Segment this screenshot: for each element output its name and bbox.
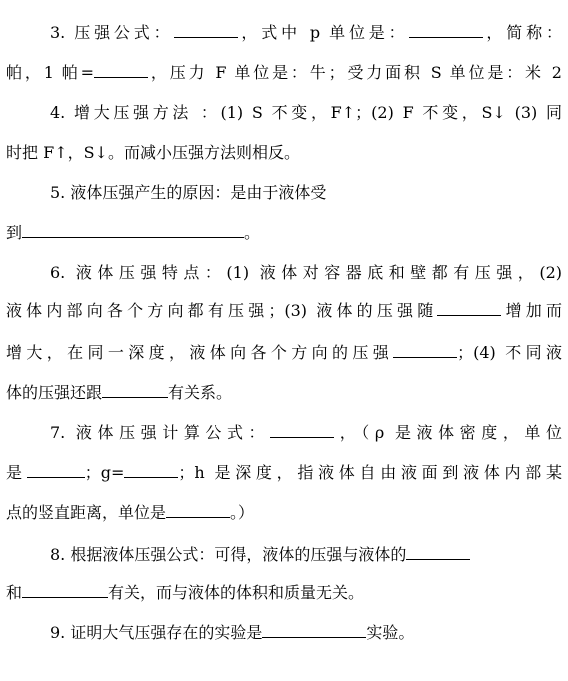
text-segment: ，（ρ 是液体密度，单位	[334, 423, 562, 442]
item-3-line-2	[6, 60, 562, 86]
text-segment: ，式中 p 单位是：	[237, 23, 409, 42]
answer-blank[interactable]	[262, 620, 366, 638]
answer-blank[interactable]	[124, 460, 178, 478]
item-4-line-1	[6, 100, 562, 126]
text-segment: 点的竖直距离，单位是	[6, 503, 167, 522]
text-segment: ；g=	[84, 463, 125, 482]
answer-blank[interactable]	[166, 500, 230, 518]
text-segment: ；(4) 不同液	[457, 343, 562, 362]
answer-blank[interactable]	[102, 380, 168, 398]
item-4-line-2	[6, 140, 562, 166]
answer-blank[interactable]	[393, 340, 457, 358]
text-segment: 和	[6, 583, 23, 602]
text-segment: ，压力 F 单位是：牛；受力面积 S 单位是：米 2	[148, 63, 562, 82]
item-7-line-1	[6, 420, 562, 446]
item-5-line-1	[6, 180, 562, 206]
item-6-line-2	[6, 298, 562, 324]
text-segment: 增加而	[501, 301, 562, 320]
answer-blank[interactable]	[94, 60, 148, 78]
item-8-line-1	[6, 542, 562, 568]
answer-blank[interactable]	[22, 220, 244, 238]
text-segment: 7. 液体压强计算公式：	[50, 423, 271, 442]
item-7-line-2	[6, 460, 562, 486]
text-segment: 是	[6, 463, 27, 482]
answer-blank[interactable]	[409, 20, 483, 38]
answer-blank[interactable]	[174, 20, 238, 38]
text-segment: 4. 增大压强方法 ：(1) S 不变，F↑；(2) F 不变，S↓ (3) 同	[50, 103, 562, 122]
answer-blank[interactable]	[27, 460, 85, 478]
item-3-line-1	[6, 20, 562, 46]
text-segment: 9. 证明大气压强存在的实验是	[50, 623, 263, 642]
text-segment: 3. 压强公式：	[50, 23, 174, 42]
text-segment: 实验。	[366, 623, 415, 642]
item-5-line-2	[6, 220, 562, 246]
item-6-line-3	[6, 340, 562, 366]
text-segment: 体的压强还跟	[6, 383, 103, 402]
text-segment: ，简称：	[482, 23, 562, 42]
text-segment: 5. 液体压强产生的原因：是由于液体受	[50, 183, 327, 202]
item-9-line-1	[6, 620, 562, 646]
text-segment: 。）	[230, 503, 255, 522]
text-segment: 8. 根据液体压强公式：可得，液体的压强与液体的	[50, 545, 407, 564]
text-segment: 时把 F↑，S↓。而减小压强方法则相反。	[6, 143, 300, 162]
item-8-line-2	[6, 580, 562, 606]
text-segment: 到	[6, 223, 23, 242]
text-segment: 6. 液体压强特点：(1) 液体对容器底和壁都有压强，(2)	[50, 263, 562, 282]
text-segment: 。	[244, 223, 261, 242]
text-segment: 增大，在同一深度，液体向各个方向的压强	[6, 343, 394, 362]
answer-blank[interactable]	[270, 420, 334, 438]
answer-blank[interactable]	[22, 580, 108, 598]
text-segment: 有关，而与液体的体积和质量无关。	[108, 583, 365, 602]
text-segment: 液体内部向各个方向都有压强；(3) 液体的压强随	[6, 301, 438, 320]
item-6-line-1	[6, 260, 562, 286]
answer-blank[interactable]	[406, 542, 470, 560]
text-segment: ；h 是深度，指液体自由液面到液体内部某	[178, 463, 562, 482]
text-segment: 有关系。	[168, 383, 233, 402]
text-segment: 帕，1 帕=	[6, 63, 95, 82]
item-7-line-3	[6, 500, 562, 526]
answer-blank[interactable]	[437, 298, 501, 316]
item-6-line-4	[6, 380, 562, 406]
